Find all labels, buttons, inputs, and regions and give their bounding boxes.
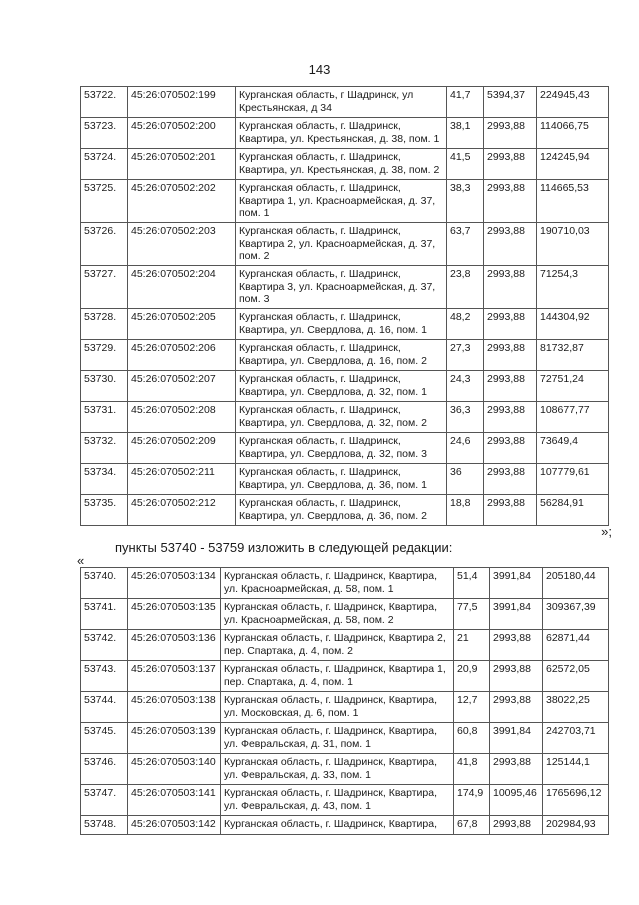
table-row xyxy=(81,754,609,785)
cadastral-number: 45:26:070503:138 xyxy=(128,692,221,723)
cadastral-number: 45:26:070503:136 xyxy=(128,630,221,661)
table-row xyxy=(81,402,609,433)
row-number: 53742. xyxy=(81,630,128,661)
property-table-1 xyxy=(80,86,609,526)
total-value: 124245,94 xyxy=(537,149,609,180)
area: 77,5 xyxy=(454,599,490,630)
total-value: 125144,1 xyxy=(543,754,609,785)
page-number: 143 xyxy=(308,62,331,77)
cadastral-number: 45:26:070502:211 xyxy=(128,464,236,495)
total-value: 205180,44 xyxy=(543,568,609,599)
table-row xyxy=(81,223,609,266)
rate: 2993,88 xyxy=(484,464,537,495)
row-number: 53732. xyxy=(81,433,128,464)
address: Курганская область, г. Шадринск, Квартира, ул. Крестьянская, д. 38, пом. 2 xyxy=(236,149,447,180)
cadastral-number: 45:26:070502:207 xyxy=(128,371,236,402)
row-number: 53748. xyxy=(81,816,128,835)
row-number: 53745. xyxy=(81,723,128,754)
cadastral-number: 45:26:070502:201 xyxy=(128,149,236,180)
total-value: 62871,44 xyxy=(543,630,609,661)
area: 67,8 xyxy=(454,816,490,835)
area: 51,4 xyxy=(454,568,490,599)
area: 23,8 xyxy=(447,266,484,309)
cadastral-number: 45:26:070503:139 xyxy=(128,723,221,754)
total-value: 71254,3 xyxy=(537,266,609,309)
rate: 2993,88 xyxy=(490,754,543,785)
row-number: 53741. xyxy=(81,599,128,630)
table-row xyxy=(81,340,609,371)
cadastral-number: 45:26:070502:202 xyxy=(128,180,236,223)
address: Курганская область, г. Шадринск, Квартира, ул. Московская, д. 6, пом. 1 xyxy=(221,692,454,723)
total-value: 224945,43 xyxy=(537,87,609,118)
row-number: 53746. xyxy=(81,754,128,785)
cadastral-number: 45:26:070503:134 xyxy=(128,568,221,599)
row-number: 53727. xyxy=(81,266,128,309)
table-row xyxy=(81,433,609,464)
area: 12,7 xyxy=(454,692,490,723)
rate: 2993,88 xyxy=(484,180,537,223)
area: 60,8 xyxy=(454,723,490,754)
rate: 5394,37 xyxy=(484,87,537,118)
address: Курганская область, г. Шадринск, Квартира 2, ул. Красноармейская, д. 37, пом. 2 xyxy=(236,223,447,266)
address: Курганская область, г Шадринск, ул Крестьянская, д 34 xyxy=(236,87,447,118)
cadastral-number: 45:26:070502:206 xyxy=(128,340,236,371)
total-value: 73649,4 xyxy=(537,433,609,464)
rate: 3991,84 xyxy=(490,723,543,754)
cadastral-number: 45:26:070503:137 xyxy=(128,661,221,692)
area: 41,5 xyxy=(447,149,484,180)
total-value: 202984,93 xyxy=(543,816,609,835)
table-row xyxy=(81,118,609,149)
cadastral-number: 45:26:070503:142 xyxy=(128,816,221,835)
area: 174,9 xyxy=(454,785,490,816)
total-value: 72751,24 xyxy=(537,371,609,402)
area: 38,1 xyxy=(447,118,484,149)
rate: 3991,84 xyxy=(490,568,543,599)
total-value: 190710,03 xyxy=(537,223,609,266)
area: 36,3 xyxy=(447,402,484,433)
address: Курганская область, г. Шадринск, Квартира 1, ул. Красноармейская, д. 37, пом. 1 xyxy=(236,180,447,223)
table-row xyxy=(81,495,609,526)
rate: 2993,88 xyxy=(484,309,537,340)
row-number: 53731. xyxy=(81,402,128,433)
table-row xyxy=(81,692,609,723)
cadastral-number: 45:26:070502:199 xyxy=(128,87,236,118)
rate: 2993,88 xyxy=(484,266,537,309)
table-row xyxy=(81,180,609,223)
area: 41,7 xyxy=(447,87,484,118)
address: Курганская область, г. Шадринск, Квартира, ул. Свердлова, д. 32, пом. 2 xyxy=(236,402,447,433)
row-number: 53734. xyxy=(81,464,128,495)
cadastral-number: 45:26:070502:209 xyxy=(128,433,236,464)
total-value: 81732,87 xyxy=(537,340,609,371)
row-number: 53725. xyxy=(81,180,128,223)
area: 41,8 xyxy=(454,754,490,785)
area: 36 xyxy=(447,464,484,495)
cadastral-number: 45:26:070502:205 xyxy=(128,309,236,340)
rate: 2993,88 xyxy=(484,433,537,464)
table-row xyxy=(81,309,609,340)
row-number: 53747. xyxy=(81,785,128,816)
total-value: 38022,25 xyxy=(543,692,609,723)
address: Курганская область, г. Шадринск, Квартира, ул. Красноармейская, д. 58, пом. 2 xyxy=(221,599,454,630)
amendment-text: пункты 53740 - 53759 изложить в следующей редакции: xyxy=(115,540,453,555)
table-row xyxy=(81,371,609,402)
table-row xyxy=(81,630,609,661)
cadastral-number: 45:26:070503:141 xyxy=(128,785,221,816)
cadastral-number: 45:26:070502:208 xyxy=(128,402,236,433)
table-row xyxy=(81,723,609,754)
rate: 2993,88 xyxy=(490,692,543,723)
address: Курганская область, г. Шадринск, Квартира 3, ул. Красноармейская, д. 37, пом. 3 xyxy=(236,266,447,309)
cadastral-number: 45:26:070503:140 xyxy=(128,754,221,785)
closing-quote: »; xyxy=(601,524,612,539)
area: 18,8 xyxy=(447,495,484,526)
rate: 2993,88 xyxy=(484,495,537,526)
rate: 2993,88 xyxy=(490,816,543,835)
total-value: 144304,92 xyxy=(537,309,609,340)
address: Курганская область, г. Шадринск, Квартира, ул. Свердлова, д. 32, пом. 1 xyxy=(236,371,447,402)
rate: 2993,88 xyxy=(484,149,537,180)
row-number: 53730. xyxy=(81,371,128,402)
row-number: 53722. xyxy=(81,87,128,118)
table-row xyxy=(81,464,609,495)
rate: 2993,88 xyxy=(484,340,537,371)
rate: 2993,88 xyxy=(484,402,537,433)
address: Курганская область, г. Шадринск, Квартира, ул. Февральская, д. 33, пом. 1 xyxy=(221,754,454,785)
address: Курганская область, г. Шадринск, Квартира, xyxy=(221,816,454,835)
area: 24,3 xyxy=(447,371,484,402)
area: 21 xyxy=(454,630,490,661)
total-value: 108677,77 xyxy=(537,402,609,433)
total-value: 114665,53 xyxy=(537,180,609,223)
cadastral-number: 45:26:070502:200 xyxy=(128,118,236,149)
address: Курганская область, г. Шадринск, Квартира, ул. Свердлова, д. 36, пом. 1 xyxy=(236,464,447,495)
total-value: 309367,39 xyxy=(543,599,609,630)
total-value: 242703,71 xyxy=(543,723,609,754)
row-number: 53740. xyxy=(81,568,128,599)
rate: 2993,88 xyxy=(484,371,537,402)
table-row xyxy=(81,266,609,309)
row-number: 53726. xyxy=(81,223,128,266)
rate: 2993,88 xyxy=(484,118,537,149)
rate: 3991,84 xyxy=(490,599,543,630)
table-row xyxy=(81,87,609,118)
row-number: 53728. xyxy=(81,309,128,340)
area: 48,2 xyxy=(447,309,484,340)
address: Курганская область, г. Шадринск, Квартира, ул. Свердлова, д. 36, пом. 2 xyxy=(236,495,447,526)
rate: 2993,88 xyxy=(490,661,543,692)
address: Курганская область, г. Шадринск, Квартира 2, пер. Спартака, д. 4, пом. 2 xyxy=(221,630,454,661)
address: Курганская область, г. Шадринск, Квартира, ул. Свердлова, д. 16, пом. 1 xyxy=(236,309,447,340)
total-value: 107779,61 xyxy=(537,464,609,495)
area: 27,3 xyxy=(447,340,484,371)
cadastral-number: 45:26:070502:212 xyxy=(128,495,236,526)
area: 38,3 xyxy=(447,180,484,223)
cadastral-number: 45:26:070502:203 xyxy=(128,223,236,266)
address: Курганская область, г. Шадринск, Квартира, ул. Февральская, д. 43, пом. 1 xyxy=(221,785,454,816)
total-value: 56284,91 xyxy=(537,495,609,526)
address: Курганская область, г. Шадринск, Квартира, ул. Красноармейская, д. 58, пом. 1 xyxy=(221,568,454,599)
cadastral-number: 45:26:070503:135 xyxy=(128,599,221,630)
table-row xyxy=(81,816,609,835)
row-number: 53743. xyxy=(81,661,128,692)
address: Курганская область, г. Шадринск, Квартира 1, пер. Спартака, д. 4, пом. 1 xyxy=(221,661,454,692)
table-row xyxy=(81,149,609,180)
row-number: 53735. xyxy=(81,495,128,526)
address: Курганская область, г. Шадринск, Квартира, ул. Крестьянская, д. 38, пом. 1 xyxy=(236,118,447,149)
row-number: 53723. xyxy=(81,118,128,149)
area: 20,9 xyxy=(454,661,490,692)
row-number: 53724. xyxy=(81,149,128,180)
table-row xyxy=(81,599,609,630)
property-table-2 xyxy=(80,567,609,835)
rate: 2993,88 xyxy=(484,223,537,266)
total-value: 62572,05 xyxy=(543,661,609,692)
cadastral-number: 45:26:070502:204 xyxy=(128,266,236,309)
address: Курганская область, г. Шадринск, Квартира, ул. Февральская, д. 31, пом. 1 xyxy=(221,723,454,754)
total-value: 114066,75 xyxy=(537,118,609,149)
table-row xyxy=(81,661,609,692)
address: Курганская область, г. Шадринск, Квартира, ул. Свердлова, д. 16, пом. 2 xyxy=(236,340,447,371)
rate: 2993,88 xyxy=(490,630,543,661)
table-row xyxy=(81,568,609,599)
row-number: 53744. xyxy=(81,692,128,723)
address: Курганская область, г. Шадринск, Квартира, ул. Свердлова, д. 32, пом. 3 xyxy=(236,433,447,464)
table-row xyxy=(81,785,609,816)
rate: 10095,46 xyxy=(490,785,543,816)
opening-quote: « xyxy=(77,553,85,568)
total-value: 1765696,12 xyxy=(543,785,609,816)
row-number: 53729. xyxy=(81,340,128,371)
area: 63,7 xyxy=(447,223,484,266)
area: 24,6 xyxy=(447,433,484,464)
